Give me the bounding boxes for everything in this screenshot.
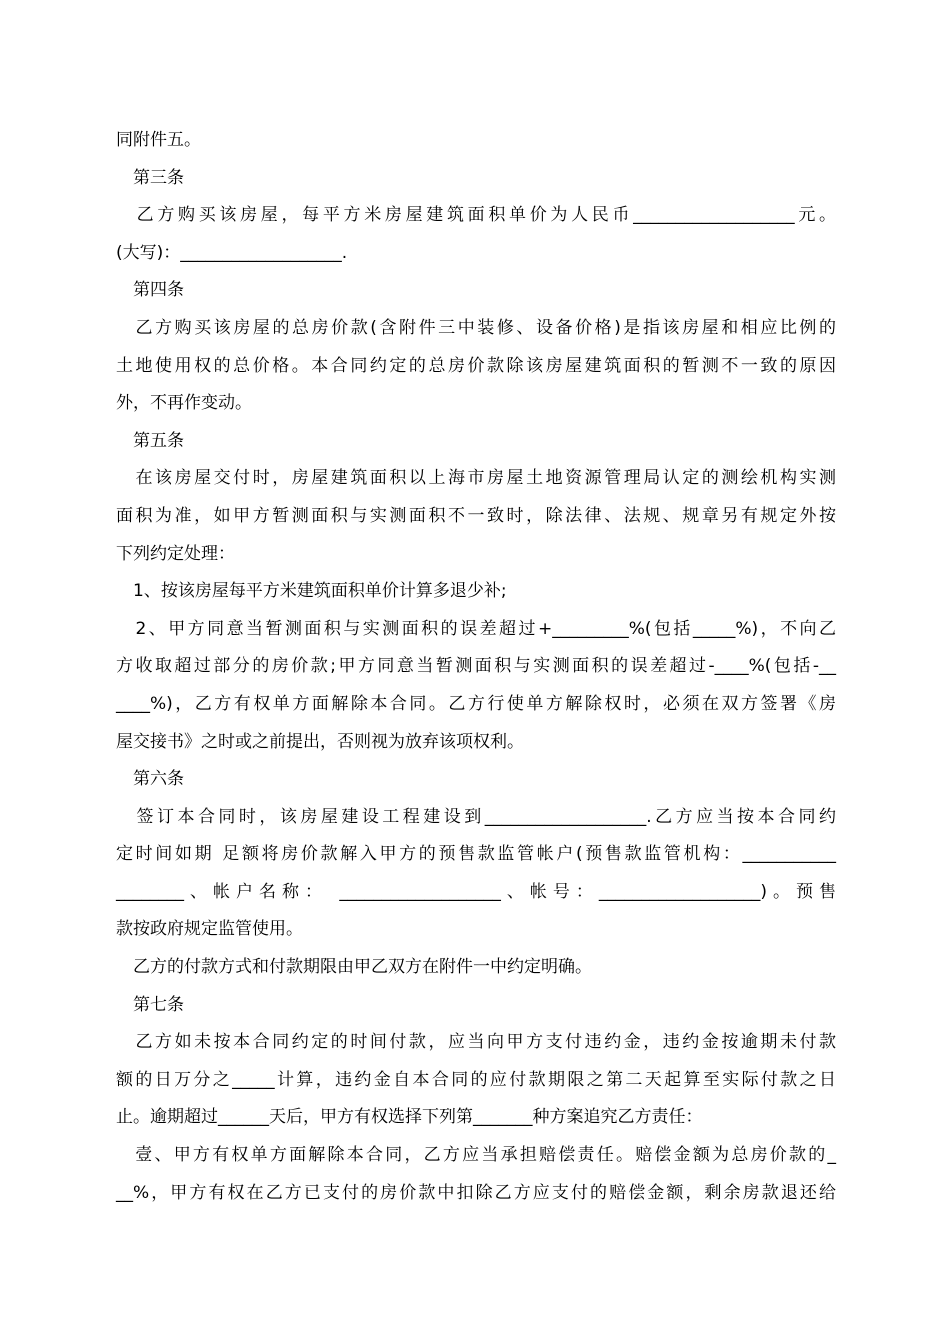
text-line: 乙方购买该房屋，每平方米房屋建筑面积单价为人民币___________________元。	[116, 205, 836, 226]
text-line: 乙方的付款方式和付款期限由甲乙双方在附件一中约定明确。	[116, 957, 592, 978]
text-line: 外，不再作变动。	[116, 393, 252, 414]
list-item: 壹、甲方有权单方面解除本合同，乙方应当承担赔偿责任。赔偿金额为总房价款的_	[116, 1145, 836, 1166]
text-line: 屋交接书》之时或之前提出，否则视为放弃该项权利。	[116, 731, 524, 752]
text-line: 定时间如期 足额将房价款解入甲方的预售款监管帐户(预售款监管机构：___________	[116, 844, 836, 865]
text-line: 土地使用权的总价格。本合同约定的总房价款除该房屋建筑面积的暂测不一致的原因	[116, 355, 836, 376]
text-line: 签订本合同时，该房屋建设工程建设到___________________.乙方应当按本合同约	[116, 806, 836, 827]
text-line: 止。逾期超过______天后，甲方有权选择下列第_______种方案追究乙方责任：	[116, 1107, 703, 1128]
text-line: ____%)，乙方有权单方面解除本合同。乙方行使单方解除权时，必须在双方签署《房	[116, 693, 836, 714]
text-line: 同附件五。	[116, 130, 201, 150]
article-heading: 第三条	[116, 167, 184, 188]
article-heading: 第四条	[116, 280, 184, 301]
text-line: 在该房屋交付时，房屋建筑面积以上海市房屋土地资源管理局认定的测绘机构实测	[116, 468, 836, 489]
text-line: 款按政府规定监管使用。	[116, 919, 303, 940]
text-line: 方收取超过部分的房价款;甲方同意当暂测面积与实测面积的误差超过-____%(包括-__	[116, 656, 836, 677]
article-heading: 第五条	[116, 430, 184, 451]
article-heading: 第六条	[116, 769, 184, 790]
text-line: 额的日万分之_____计算，违约金自本合同的应付款期限之第二天起算至实际付款之日	[116, 1069, 836, 1090]
list-item: 1、按该房屋每平方米建筑面积单价计算多退少补;	[116, 581, 507, 602]
text-line: __%，甲方有权在乙方已支付的房价款中扣除乙方应支付的赔偿金额，剩余房款退还给	[116, 1182, 836, 1203]
text-line: (大写)：___________________.	[116, 242, 348, 263]
text-line: 乙方如未按本合同约定的时间付款，应当向甲方支付违约金，违约金按逾期未付款	[116, 1032, 836, 1053]
text-line: 面积为准，如甲方暂测面积与实测面积不一致时，除法律、法规、规章另有规定外按	[116, 505, 836, 526]
article-heading: 第七条	[116, 994, 184, 1015]
document-body	[116, 122, 836, 1212]
text-line: 乙方购买该房屋的总房价款(含附件三中装修、设备价格)是指该房屋和相应比例的	[116, 317, 836, 338]
text-line: 下列约定处理：	[116, 543, 235, 564]
list-item: 2、甲方同意当暂测面积与实测面积的误差超过+_________%(包括_____%)，不向乙	[116, 618, 836, 639]
text-line: ________、帐户名称： ___________________、帐号：___________________)。预售	[116, 881, 836, 902]
